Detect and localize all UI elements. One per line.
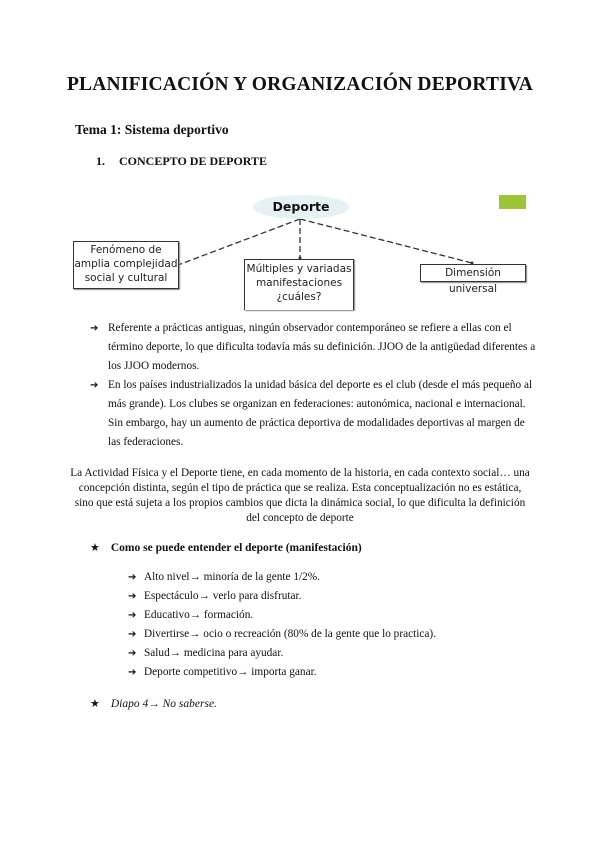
arrow-right-icon: ➔ [128,591,137,602]
arrow-right-icon: ➔ [128,629,137,640]
item-text: Deporte competitivo→ importa ganar. [144,666,317,678]
list-item [128,628,436,640]
bullet-text: En los países industrializados la unidad básica del deporte es el club (desde el más pequeño al más grande). Los clubes se organizan en federaciones: autonómica, nacional e internacional. Sin embargo, hay un aumento de práctica deportiva de modalidades deportivas al margen de las federaciones. [108,379,533,448]
list-item [128,647,283,659]
paragraph-line: La Actividad Física y el Deporte tiene, en cada momento de la historia, en cada contexto social… una [70,467,530,479]
node-line: Múltiples y variadas [246,263,352,275]
note [90,697,217,710]
centered-paragraph [68,466,532,526]
item-text: Educativo→ formación. [144,609,254,621]
bullet-text: Referente a prácticas antiguas, ningún observador contemporáneo se refiere a ellas con el término deporte, lo que dificulta todavía más su definición. JJOO de la antigüedad diferentes a los JJOO modernos. [108,322,536,372]
arrow-right-icon: ➔ [128,648,137,659]
paragraph-line: concepción distinta, según el tipo de práctica que se realiza. Esta conceptualización no es estática, [78,482,522,494]
item-text: Divertirse→ ocio o recreación (80% de la gente que lo practica). [144,628,437,640]
node-line: manifestaciones [255,277,343,289]
bullet-paragraph [90,376,540,452]
node-line: ¿cuáles? [276,291,322,303]
section-title: CONCEPTO DE DEPORTE [119,154,268,168]
item-text: Salud→ medicina para ayudar. [144,647,284,659]
node-manifestaciones [244,259,354,310]
node-line: amplia complejidad [74,258,178,270]
node-line: social y cultural [84,272,168,284]
paragraph-line: sino que está sujeta a los propios cambios que dicta la dinámica social, lo que dificulta la definición [74,497,526,509]
star-icon: ★ [90,697,100,710]
note-text: Diapo 4→ No saberse. [110,698,217,710]
heading-text: Como se puede entender el deporte (manifestación) [110,542,362,554]
arrow-right-icon: ➔ [128,610,137,621]
arrow-right-icon: ➔ [90,380,99,391]
arrow-right-icon: ➔ [128,572,137,583]
section-heading [96,154,267,169]
node-fenomeno [73,241,179,289]
section-number: 1. [96,154,105,168]
star-icon: ★ [90,541,100,554]
bullet-paragraph [90,319,540,376]
node-dimension-universal [420,264,526,295]
manifestaciones-heading [90,541,362,554]
document-title: PLANIFICACIÓN Y ORGANIZACIÓN DEPORTIVA [66,74,534,95]
list-item [128,571,320,583]
list-item [128,666,317,678]
concept-diagram [60,185,540,315]
node-line: Dimensión universal [445,267,501,295]
tema-heading: Tema 1: Sistema deportivo [75,122,229,137]
item-text: Espectáculo→ verlo para disfrutar. [144,590,302,602]
paragraph-line: del concepto de deporte [246,512,354,524]
list-item [128,590,301,602]
green-accent-rect [499,195,526,209]
node-line: Fenómeno de [90,244,162,256]
arrow-right-icon: ➔ [128,667,137,678]
deporte-root-node: Deporte [253,195,349,219]
item-text: Alto nivel→ minoría de la gente 1/2%. [144,571,321,583]
list-item [128,609,253,621]
arrow-right-icon: ➔ [90,323,99,334]
